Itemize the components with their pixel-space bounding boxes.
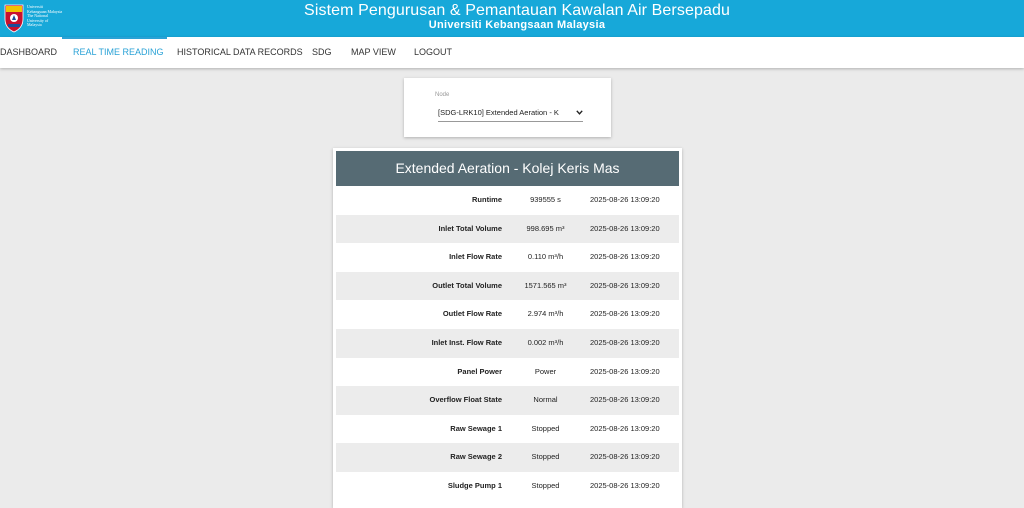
node-selector-card xyxy=(404,78,611,137)
reading-row xyxy=(336,386,679,415)
reading-row xyxy=(336,358,679,387)
card-title: Extended Aeration - Kolej Keris Mas xyxy=(336,151,679,186)
reading-card xyxy=(333,148,682,508)
top-header-bar xyxy=(0,0,1024,37)
reading-row xyxy=(336,272,679,301)
reading-timestamp: 2025-08-26 13:09:20 xyxy=(590,338,660,347)
reading-timestamp: 2025-08-26 13:09:20 xyxy=(590,481,660,490)
chevron-down-icon xyxy=(576,110,583,115)
reading-label: Raw Sewage 2 xyxy=(450,452,502,462)
reading-value: 939555 s xyxy=(530,195,561,204)
node-label: Node xyxy=(435,92,450,98)
node-select[interactable] xyxy=(438,105,583,122)
nav-historical-data-records[interactable]: HISTORICAL DATA RECORDS xyxy=(177,47,303,57)
reading-timestamp: 2025-08-26 13:09:20 xyxy=(590,366,660,376)
reading-value: 0.110 m³/h xyxy=(527,252,564,262)
reading-row xyxy=(336,300,679,329)
nav-sdg[interactable]: SDG xyxy=(312,47,332,57)
reading-timestamp: 2025-08-26 13:09:20 xyxy=(590,195,660,204)
nav-real-time-reading[interactable]: REAL TIME READING xyxy=(73,47,164,57)
reading-label: Inlet Total Volume xyxy=(438,223,502,233)
reading-value: 998.695 m³ xyxy=(526,223,565,233)
main-navigation xyxy=(0,37,1024,68)
reading-timestamp: 2025-08-26 13:09:20 xyxy=(590,280,660,290)
reading-label: Outlet Total Volume xyxy=(432,280,502,290)
reading-label: Sludge Pump 1 xyxy=(447,481,502,490)
reading-value: 1571.565 m³ xyxy=(524,280,567,290)
reading-timestamp: 2025-08-26 13:09:20 xyxy=(590,452,660,462)
reading-value: Stopped xyxy=(531,481,560,490)
reading-row xyxy=(336,215,679,244)
reading-timestamp: 2025-08-26 13:09:20 xyxy=(590,423,660,433)
reading-value: 0.002 m³/h xyxy=(527,338,564,347)
reading-value: Stopped xyxy=(531,452,560,462)
active-tab-indicator xyxy=(62,37,167,39)
nav-logout[interactable]: LOGOUT xyxy=(414,47,453,57)
reading-value: Power xyxy=(534,366,557,376)
logo-text: Universiti Kebangsaan Malaysia The National University of Malaysia xyxy=(27,4,63,27)
reading-value: 2.974 m³/h xyxy=(527,309,564,319)
reading-timestamp: 2025-08-26 13:09:20 xyxy=(590,395,660,405)
reading-row xyxy=(336,472,679,501)
node-selected-value: [SDG-LRK10] Extended Aeration - K xyxy=(438,108,559,117)
nav-map-view[interactable]: MAP VIEW xyxy=(351,47,396,57)
reading-label: Inlet Inst. Flow Rate xyxy=(431,338,502,347)
reading-value: Stopped xyxy=(531,423,560,433)
reading-label: Panel Power xyxy=(457,366,502,376)
reading-row xyxy=(336,329,679,358)
app-subtitle: Universiti Kebangsaan Malaysia xyxy=(428,19,606,31)
reading-row xyxy=(336,243,679,272)
reading-value: Normal xyxy=(533,395,558,405)
reading-label: Outlet Flow Rate xyxy=(442,309,502,319)
reading-row xyxy=(336,186,679,215)
nav-dashboard[interactable]: DASHBOARD xyxy=(0,47,58,57)
app-title: Sistem Pengurusan & Pemantauan Kawalan Air Bersepadu xyxy=(304,2,730,19)
reading-timestamp: 2025-08-26 13:09:20 xyxy=(590,223,660,233)
reading-row xyxy=(336,415,679,444)
reading-label: Runtime xyxy=(472,195,502,204)
reading-label: Overflow Float State xyxy=(429,395,502,405)
reading-timestamp: 2025-08-26 13:09:20 xyxy=(590,309,660,319)
reading-timestamp: 2025-08-26 13:09:20 xyxy=(590,252,660,262)
reading-row xyxy=(336,443,679,472)
reading-label: Raw Sewage 1 xyxy=(450,423,502,433)
reading-label: Inlet Flow Rate xyxy=(449,252,502,262)
